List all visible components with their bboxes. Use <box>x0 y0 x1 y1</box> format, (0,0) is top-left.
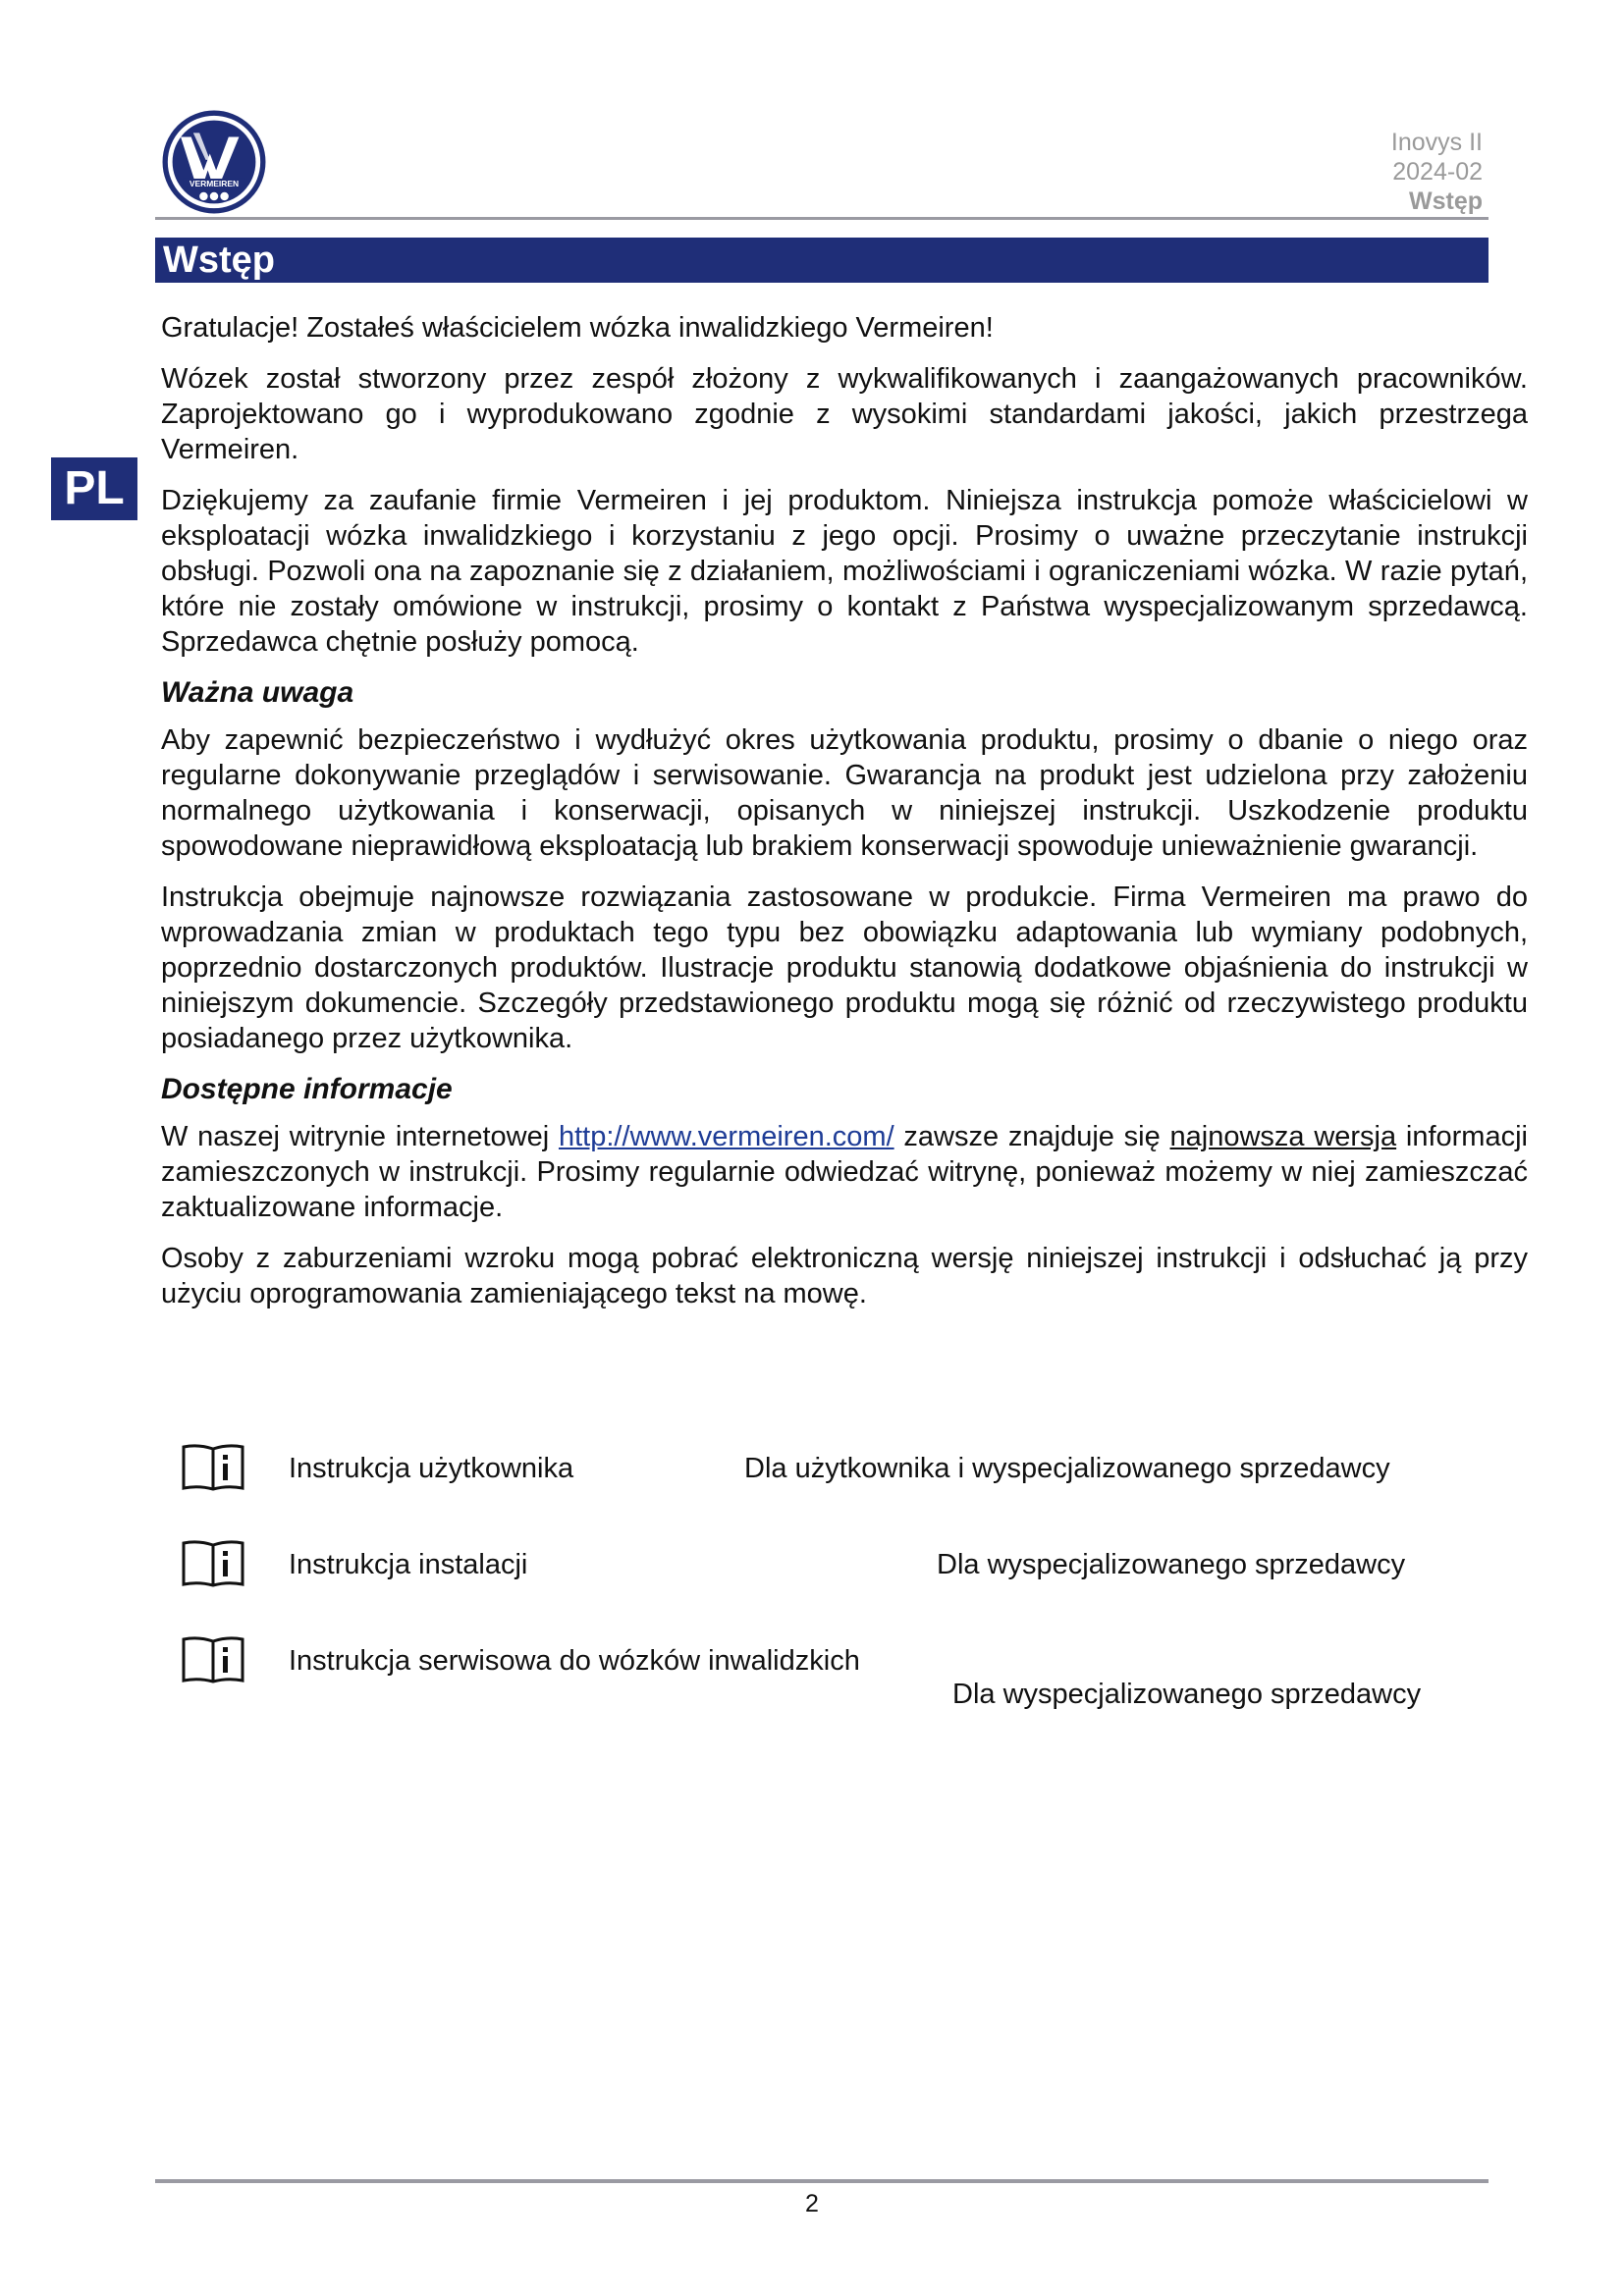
language-tab: PL <box>51 457 137 520</box>
header-section: Wstęp <box>1409 187 1483 215</box>
paragraph-warranty: Aby zapewnić bezpieczeństwo i wydłużyć okres użytkowania produktu, prosimy o dbanie o niego oraz regularne dokonywanie przeglądów i serwisowanie. Gwarancja na produkt jest udzielona przy założeniu normalnego użytkowania i konserwacji, opisanych w niniejszej instrukcji. Uszkodzenie produktu spowodowane nieprawidłową eksploatacją lub brakiem konserwacji spowoduje unieważnienie gwarancji. <box>161 724 1528 862</box>
logo-text: VERMEIREN <box>189 178 240 188</box>
paragraph-website <box>161 1119 1528 1225</box>
manual-audience: Dla wyspecjalizowanego sprzedawcy <box>952 1679 1422 1710</box>
section-title: Wstęp <box>163 240 275 281</box>
manual-book-icon <box>181 1443 245 1492</box>
manual-book-icon <box>181 1635 245 1684</box>
paragraph-changes: Instrukcja obejmuje najnowsze rozwiązania zastosowane w produkcie. Firma Vermeiren ma prawo do wprowadzania zmian w produktach tego typu bez obowiązku adaptowania lub wymiany podobnych, poprzednio dostarczonych produktów. Ilustracje produktu stanowią dodatkowe objaśnienia do instrukcji w niniejszym dokumencie. Szczegóły przedstawionego produktu mogą się różnić od rzeczywistego produktu posiadanego przez użytkownika. <box>161 881 1528 1054</box>
document-date: 2024-02 <box>1392 158 1483 186</box>
manual-book-icon <box>181 1539 245 1588</box>
vermeiren-logo <box>162 110 266 214</box>
main-content <box>161 310 1528 1327</box>
heading-available-info: Dostępne informacje <box>161 1073 453 1105</box>
website-link[interactable]: http://www.vermeiren.com/ <box>558 1121 894 1152</box>
header-divider <box>155 217 1489 220</box>
manual-name: Instrukcja instalacji <box>289 1549 528 1580</box>
page-number: 2 <box>805 2190 819 2217</box>
section-title-bar <box>155 238 1489 283</box>
intro-paragraph: Gratulacje! Zostałeś właścicielem wózka inwalidzkiego Vermeiren! <box>161 312 994 344</box>
product-name: Inovys II <box>1390 129 1483 156</box>
paragraph-team: Wózek został stworzony przez zespół złożony z wykwalifikowanych i zaangażowanych pracowników. Zaprojektowano go i wyprodukowano zgodnie z wysokimi standardami jakości, jakich przestrzega Vermeiren. <box>161 363 1528 465</box>
header-meta <box>1391 128 1483 216</box>
latest-version-text: najnowsza wersja <box>1169 1121 1397 1152</box>
paragraph-accessibility: Osoby z zaburzeniami wzroku mogą pobrać elektroniczną wersję niniejszej instrukcji i odsłuchać ją przy użyciu oprogramowania zamieniającego tekst na mowę. <box>161 1243 1528 1309</box>
footer-divider <box>155 2179 1489 2183</box>
manual-audience: Dla użytkownika i wyspecjalizowanego sprzedawcy <box>744 1453 1390 1484</box>
paragraph-thanks: Dziękujemy za zaufanie firmie Vermeiren i jej produktom. Niniejsza instrukcja pomoże właścicielowi w eksploatacji wózka inwalidzkiego i korzystaniu z jego opcji. Prosimy o uważne przeczytanie instrukcji obsługi. Pozwoli ona na zapoznanie się z działaniem, możliwościami i ograniczeniami wózka. W razie pytań, które nie zostały omówione w instrukcji, prosimy o kontakt z Państwa wyspecjalizowanym sprzedawcą. Sprzedawca chętnie posłuży pomocą. <box>161 485 1528 658</box>
manual-name: Instrukcja użytkownika <box>289 1453 574 1484</box>
website-text-before: W naszej witrynie internetowej <box>161 1121 559 1152</box>
website-text-mid: zawsze znajduje się <box>893 1121 1170 1152</box>
manual-name: Instrukcja serwisowa do wózków inwalidzkich <box>289 1645 860 1677</box>
manual-audience: Dla wyspecjalizowanego sprzedawcy <box>937 1549 1406 1580</box>
heading-important-note: Ważna uwaga <box>161 676 354 709</box>
website-text-after: informacji zamieszczonych w instrukcji. Prosimy regularnie odwiedzać witrynę, ponieważ możemy w niej zamieszczać zaktualizowane informacje. <box>161 1121 1528 1223</box>
